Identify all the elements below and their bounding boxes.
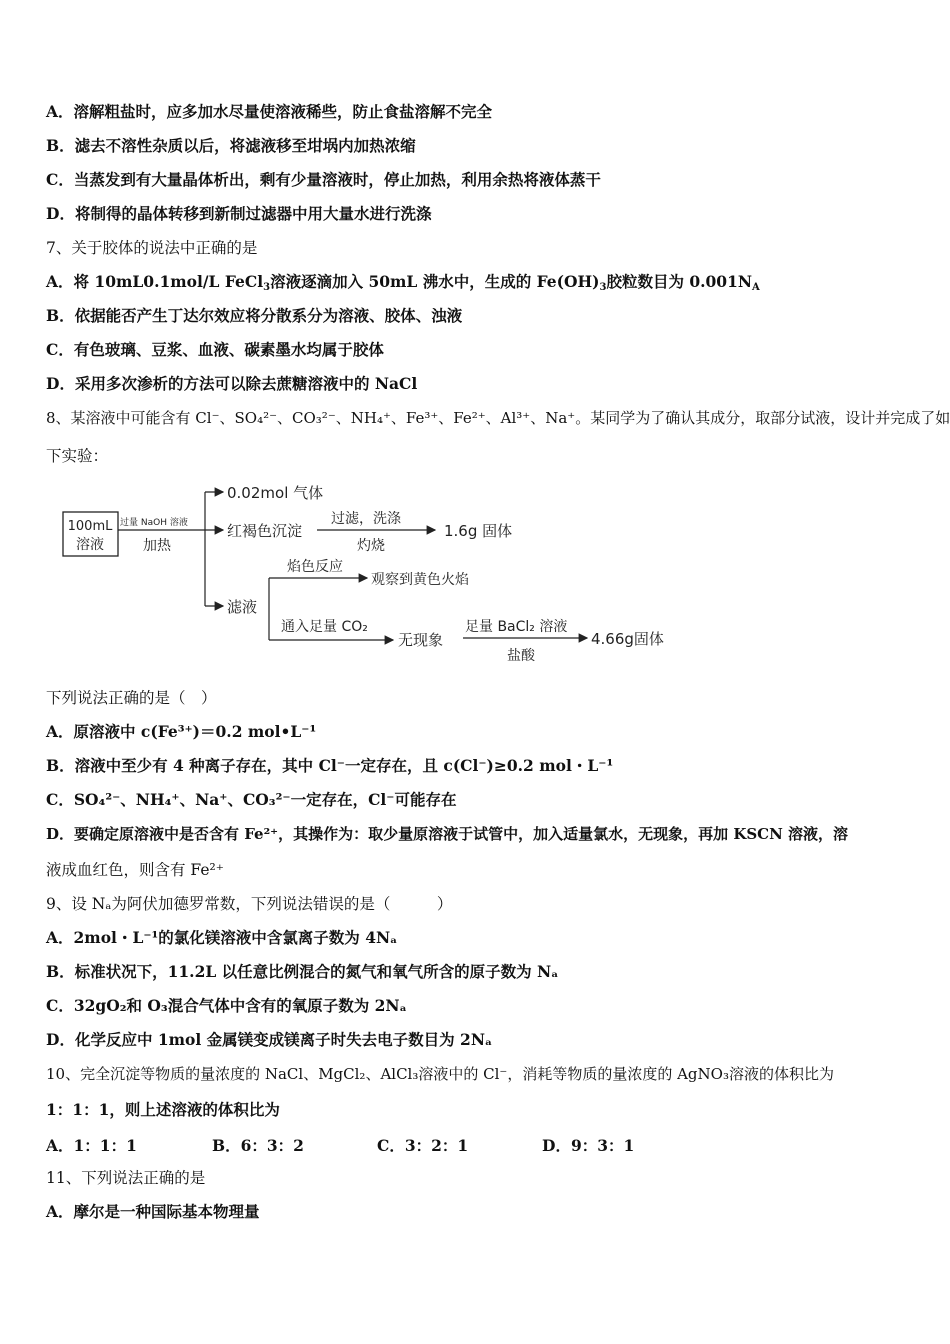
q8-question: 下列说法正确的是（ ） xyxy=(46,689,217,707)
q8-option-d-line1: D．要确定原溶液中是否含有 Fe²⁺，其操作为：取少量原溶液于试管中，加入适量氯水，无现象，再加 KSCN 溶液，溶 xyxy=(46,825,849,843)
gas-result: 0.02mol 气体 xyxy=(227,484,324,502)
q7-option-b: B．依据能否产生丁达尔效应将分散系分为溶液、胶体、浊液 xyxy=(46,306,463,325)
q7-a-part3: 胶粒数目为 0.001N xyxy=(606,272,753,291)
q8-option-a: A．原溶液中 c(Fe³⁺)＝0.2 mol•L⁻¹ xyxy=(46,722,317,741)
q7-option-c: C．有色玻璃、豆浆、血液、碳素墨水均属于胶体 xyxy=(46,340,384,359)
q6-option-a: A．溶解粗盐时，应多加水尽量使溶液稀些，防止食盐溶解不完全 xyxy=(46,102,493,121)
q9-option-b: B．标准状况下，11.2L 以任意比例混合的氮气和氧气所含的原子数为 Nₐ xyxy=(46,962,559,981)
co2-label: 通入足量 CO₂ xyxy=(281,619,368,635)
bacl2-label: 足量 BaCl₂ 溶液 xyxy=(465,619,568,635)
q7-option-d: D．采用多次渗析的方法可以除去蔗糖溶液中的 NaCl xyxy=(46,374,418,393)
reagent-naoh: 过量 NaOH 溶液 xyxy=(120,518,188,528)
sample-box-line1: 100mL xyxy=(67,519,113,534)
q10-option-b: B．6：3：2 xyxy=(212,1136,304,1155)
solid1-result: 1.6g 固体 xyxy=(444,522,513,540)
q11-option-a: A．摩尔是一种国际基本物理量 xyxy=(46,1202,260,1221)
q9-option-a: A．2mol・L⁻¹的氯化镁溶液中含氯离子数为 4Nₐ xyxy=(46,928,398,947)
q7-a-sub2: 3 xyxy=(599,282,607,293)
q11-stem: 11、下列说法正确的是 xyxy=(46,1169,206,1187)
q6-option-c: C．当蒸发到有大量晶体析出，剩有少量溶液时，停止加热，利用余热将液体蒸干 xyxy=(46,170,601,189)
yellow-flame-result: 观察到黄色火焰 xyxy=(371,572,469,588)
no-phenomenon-label: 无现象 xyxy=(398,631,444,649)
q10-stem-line2: 1：1：1，则上述溶液的体积比为 xyxy=(46,1100,280,1119)
q7-a-part2: 溶液逐滴加入 50mL 沸水中，生成的 Fe(OH) xyxy=(270,272,600,291)
q10-option-a: A．1：1：1 xyxy=(46,1136,137,1155)
q9-option-c: C．32gO₂和 O₃混合气体中含有的氧原子数为 2Nₐ xyxy=(46,996,407,1015)
q10-option-c: C．3：2：1 xyxy=(377,1136,469,1155)
q6-option-b: B．滤去不溶性杂质以后，将滤液移至坩埚内加热浓缩 xyxy=(46,136,416,155)
q8-stem-line1: 8、某溶液中可能含有 Cl⁻、SO₄²⁻、CO₃²⁻、NH₄⁺、Fe³⁺、Fe²⁺、Al³⁺、Na⁺。某同学为了确认其成分，取部分试液，设计并完成了如 xyxy=(46,409,950,427)
q7-stem: 7、关于胶体的说法中正确的是 xyxy=(46,239,258,257)
q9-stem: 9、设 Nₐ为阿伏加德罗常数，下列说法错误的是（ ） xyxy=(46,895,453,913)
q7-a-sub1: 3 xyxy=(263,282,271,293)
q8-stem-line2: 下实验： xyxy=(46,447,109,465)
sample-box-line2: 溶液 xyxy=(76,537,104,553)
burn-label: 灼烧 xyxy=(357,538,385,554)
q8-option-b: B．溶液中至少有 4 种离子存在，其中 Cl⁻一定存在，且 c(Cl⁻)≥0.2 mol・L⁻¹ xyxy=(46,756,614,775)
filter-wash-label: 过滤，洗涤 xyxy=(331,511,401,527)
q10-option-d: D．9：3：1 xyxy=(542,1136,635,1155)
flame-test-label: 焰色反应 xyxy=(287,559,343,575)
q7-a-sub3: A xyxy=(752,282,760,293)
q8-option-c: C．SO₄²⁻、NH₄⁺、Na⁺、CO₃²⁻一定存在，Cl⁻可能存在 xyxy=(46,790,457,809)
q7-a-part1: A．将 10mL0.1mol/L FeCl xyxy=(46,272,264,291)
q9-option-d: D．化学反应中 1mol 金属镁变成镁离子时失去电子数目为 2Nₐ xyxy=(46,1030,493,1049)
solid2-result: 4.66g固体 xyxy=(591,630,664,648)
precipitate-label: 红褐色沉淀 xyxy=(227,522,303,540)
q7-option-a xyxy=(46,272,760,298)
experiment-flow-diagram xyxy=(55,478,715,673)
filtrate-label: 滤液 xyxy=(227,598,258,616)
q10-stem-line1: 10、完全沉淀等物质的量浓度的 NaCl、MgCl₂、AlCl₃溶液中的 Cl⁻，消耗等物质的量浓度的 AgNO₃溶液的体积比为 xyxy=(46,1065,834,1083)
hcl-label: 盐酸 xyxy=(507,648,535,664)
q6-option-d: D．将制得的晶体转移到新制过滤器中用大量水进行洗涤 xyxy=(46,204,432,223)
q8-option-d-line2: 液成血红色，则含有 Fe²⁺ xyxy=(46,861,224,879)
heat-label: 加热 xyxy=(143,538,171,554)
